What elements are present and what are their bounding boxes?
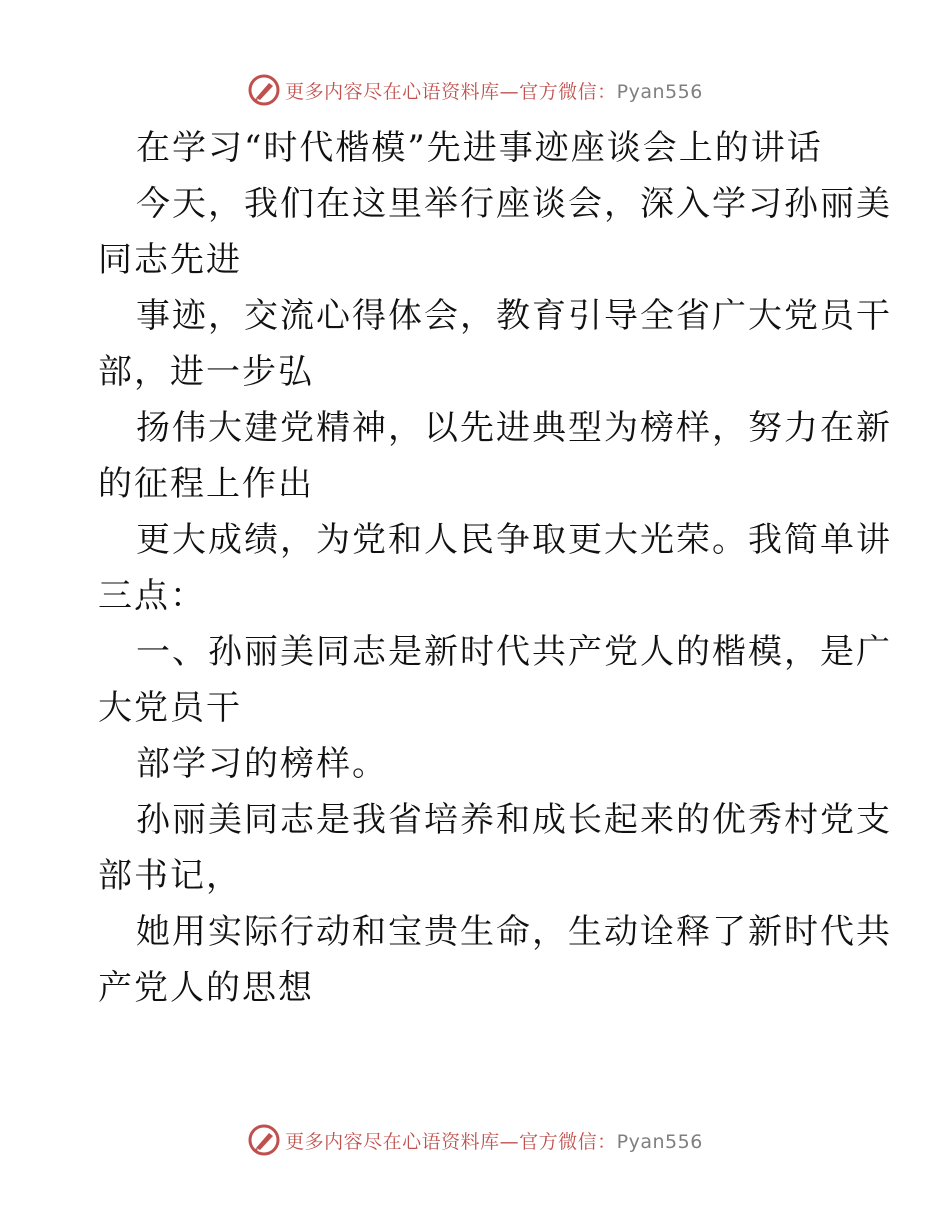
section-heading-line: 部学习的榜样。 xyxy=(136,744,388,784)
paragraph-line: 她用实际行动和宝贵生命，生动诠释了新时代共 xyxy=(136,912,892,952)
footer-wechat-id: Pyan556 xyxy=(616,1130,703,1153)
document-title: 在学习“时代楷模”先进事迹座谈会上的讲话 xyxy=(136,128,823,168)
section-heading-line: 一、孙丽美同志是新时代共产党人的楷模，是广 xyxy=(136,632,892,672)
footer-banner-label: 更多内容尽在心语资料库—官方微信： xyxy=(285,1130,617,1153)
document-body xyxy=(98,120,892,1016)
paragraph-line: 三点： xyxy=(98,576,206,616)
header-banner-text xyxy=(285,77,703,104)
paragraph-line: 事迹，交流心得体会，教育引导全省广大党员干 xyxy=(136,296,892,336)
paragraph-line: 同志先进 xyxy=(98,240,242,280)
header-banner-label: 更多内容尽在心语资料库—官方微信： xyxy=(285,80,617,103)
paragraph-line: 产党人的思想 xyxy=(98,968,314,1008)
paragraph-line: 更大成绩，为党和人民争取更大光荣。我简单讲 xyxy=(136,520,892,560)
footer-banner xyxy=(0,1120,950,1160)
pen-logo-icon xyxy=(247,1123,281,1157)
paragraph-line: 部，进一步弘 xyxy=(98,352,314,392)
paragraph-line: 扬伟大建党精神，以先进典型为榜样，努力在新 xyxy=(136,408,892,448)
paragraph-line: 的征程上作出 xyxy=(98,464,314,504)
header-banner xyxy=(0,70,950,110)
pen-logo-icon xyxy=(247,73,281,107)
section-heading-line: 大党员干 xyxy=(98,688,242,728)
paragraph-line: 今天，我们在这里举行座谈会，深入学习孙丽美 xyxy=(136,184,892,224)
footer-banner-text xyxy=(285,1127,703,1154)
header-wechat-id: Pyan556 xyxy=(616,80,703,103)
paragraph-line: 孙丽美同志是我省培养和成长起来的优秀村党支 xyxy=(136,800,892,840)
paragraph-line: 部书记， xyxy=(98,856,242,896)
